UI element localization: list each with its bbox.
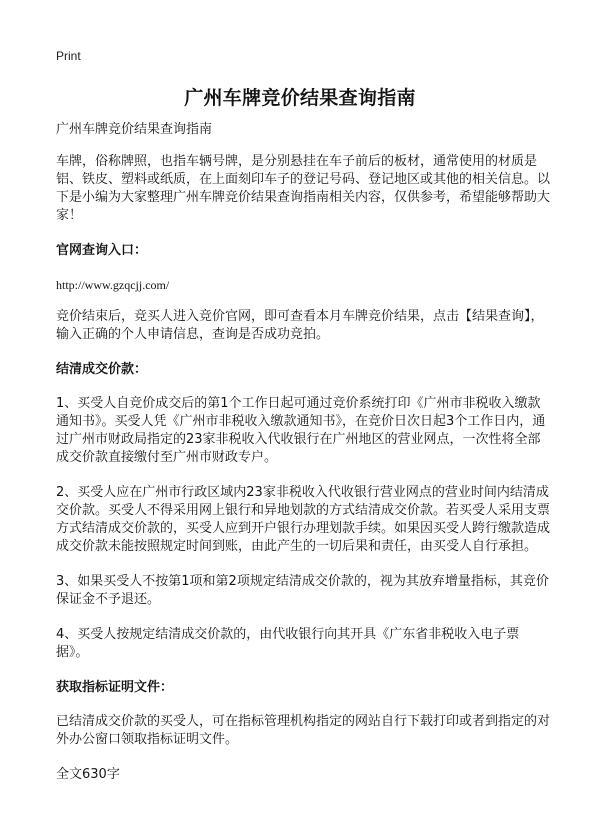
section-heading-certificate: 获取指标证明文件：: [56, 680, 174, 695]
article-subtitle: 广州车牌竞价结果查询指南: [56, 122, 213, 137]
page-title: 广州车牌竞价结果查询指南: [184, 87, 416, 109]
official-site-link[interactable]: http://www.gzqcjj.com/: [56, 278, 170, 292]
intro-paragraph: 车牌，俗称牌照，也指车辆号牌，是分别悬挂在车子前后的板材，通常使用的材质是铝、铁皮、塑料或纸质，在上面刻印车子的登记号码、登记地区或其他的相关信息。以下是小编为大家整理广州车牌竞价结果查询指南相关内容，仅供参考，希望能够帮助大家！: [56, 154, 551, 223]
payment-item-1: 1、买受人自竞价成交后的第1个工作日起可通过竞价系统打印《广州市非税收入缴款通知书》。买受人凭《广州市非税收入缴款通知书》，在竞价日次日起3个工作日内，通过广州市财政局指定的23家非税收入代收银行在广州地区的营业网点，一次性将全部成交价款直接缴付至广州市财政专户。: [56, 396, 546, 465]
section-heading-official-site: 官网查询入口：: [56, 243, 148, 258]
official-site-paragraph: 竞价结束后，竞买人进入竞价官网，即可查看本月车牌竞价结果，点击【结果查询】，输入正确的个人申请信息，查询是否成功竞拍。: [56, 309, 544, 342]
word-count: 全文630字: [56, 767, 120, 782]
certificate-paragraph: 已结清成交价款的买受人，可在指标管理机构指定的网站自行下载打印或者到指定的对外办公窗口领取指标证明文件。: [56, 714, 551, 747]
article-body: [56, 121, 550, 784]
payment-item-3: 3、如果买受人不按第1项和第2项规定结清成交价款的，视为其放弃增量指标，其竞价保证金不予退还。: [56, 574, 549, 607]
section-heading-payment: 结清成交价款：: [56, 362, 148, 377]
payment-item-2: 2、买受人应在广州市行政区域内23家非税收入代收银行营业网点的营业时间内结清成交价款。买受人不得采用网上银行和异地划款的方式结清成交价款。若买受人采用支票方式结清成交价款的，买受人应到开户银行办理划款手续。如果因买受人跨行缴款造成成交价款未能按照规定时间到账，由此产生的一切后果和责任，由买受人自行承担。: [56, 485, 551, 554]
print-link[interactable]: Print: [56, 49, 81, 63]
payment-item-4: 4、买受人按规定结清成交价款的，由代收银行向其开具《广东省非税收入电子票据》。: [56, 627, 520, 660]
